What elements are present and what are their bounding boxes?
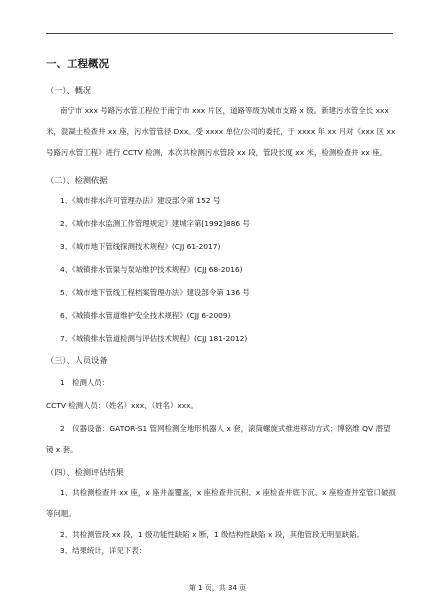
personnel-body: CCTV 检测人员：（姓名）xxx、（姓名）xxx。 — [46, 401, 198, 410]
basis-item: 7、《城镇排水管道检测与评估技术规程》(CJJ 181-2012) — [60, 334, 248, 343]
basis-item: 3、《城市地下管线探测技术规程》(CJJ 61-2017) — [60, 242, 221, 251]
equipment-paragraph: 2 仪器设备：GATOR-S1 管网检测全地形机器人 x 套，滚筒螺旋式推进移动方式；博铭维 QV 潜望镜 x 套。 — [46, 424, 391, 454]
basis-item: 5、《城市地下管线工程档案管理办法》建设部令第 136 号 — [60, 288, 250, 297]
header-rule — [46, 33, 393, 34]
basis-item: 4、《城镇排水管渠与泵站维护技术规程》(CJJ 68-2016) — [60, 265, 243, 274]
basis-item: 1、《城市排水许可管理办法》建设部令第 152 号 — [60, 196, 221, 205]
results-paragraph-2: 2、共检测管段 xx 段，1 级功能性缺陷 x 断，1 级结构性缺陷 x 段，其他管段无明显缺陷。 — [60, 530, 365, 539]
overview-paragraph: 南宁市 xxx 号路污水管工程位于南宁市 xxx 片区，道路等级为城市支路 x 级。新建污水管全长 xxx 米，混凝土检查井 xx 座，污水管管径 Dxx。受 xxxx 单位/公司的委托，于 xxxx 年 xx 月对《xxx 区 xx 号路污水管工程》进行 CCTV 检测，本次共检测污水管段 xx 段，管段长度 xx 米，检测检查井 xx 座。 — [46, 106, 396, 157]
subsection-heading-results: （四）、检测评估结果 — [46, 467, 124, 477]
results-paragraph-1: 1、共检测检查井 xx 座，x 座井盖覆盖，x 座检查井沉积、x 座检查井底下沉、x 座检查井室管口破损等问题。 — [46, 488, 396, 518]
results-paragraph-3: 3、结果统计，详见下表： — [60, 546, 147, 555]
section-title: 一、工程概况 — [46, 58, 109, 70]
subsection-heading-basis: （二）、检测依据 — [46, 175, 108, 185]
subsection-heading-overview: （一）、概况 — [46, 85, 92, 95]
personnel-label: 1 检测人员： — [60, 378, 110, 387]
basis-item: 6、《城镇排水管道维护安全技术规程》(CJJ 6-2009) — [60, 311, 231, 320]
basis-item: 2、《城市排水监测工作管理规定》建城字第[1992]886 号 — [60, 219, 250, 228]
page-footer: 第 1 页，共 34 页 — [188, 584, 247, 592]
subsection-heading-personnel: （三）、人员设备 — [46, 355, 108, 365]
